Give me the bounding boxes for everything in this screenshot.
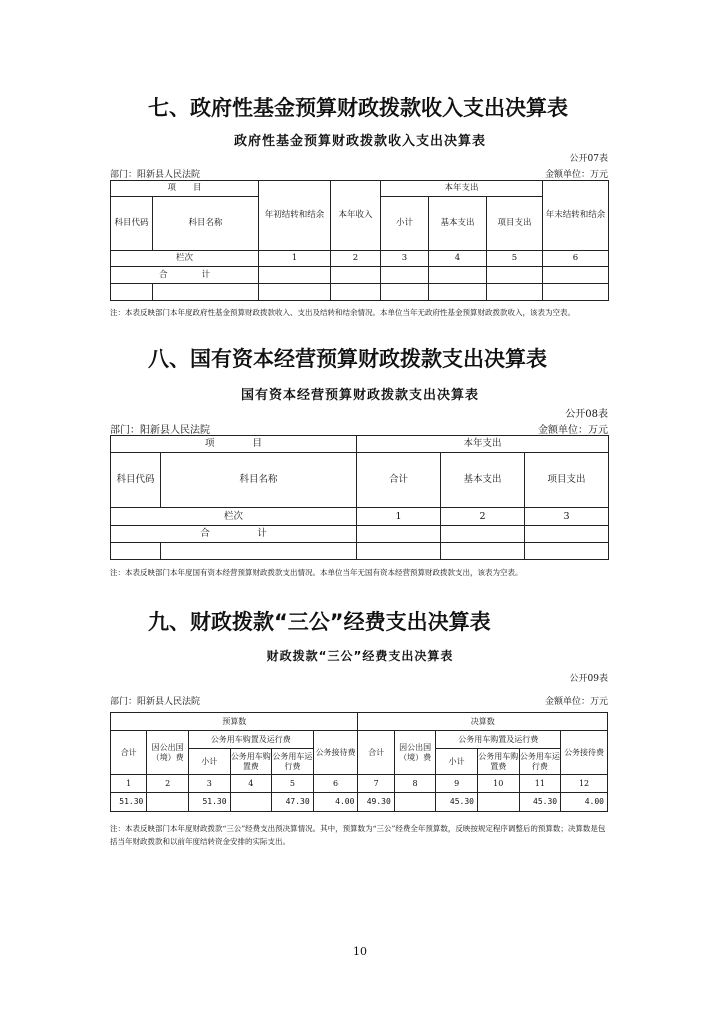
table-9-dept: 部门：阳新县人民法院 — [110, 697, 201, 707]
table-7 — [110, 180, 609, 301]
hdr-code: 科目代码 — [111, 197, 153, 251]
col-num: 3 — [188, 775, 230, 793]
table-7-code: 公开07表 — [569, 154, 608, 164]
hdr-abroad: 因公出国（境）费 — [147, 731, 189, 775]
col-num: 7 — [358, 775, 394, 793]
table-8-title: 国有资本经营预算财政拨款支出决算表 — [240, 388, 479, 403]
table-7-note: 注：本表反映部门本年度政府性基金预算财政拨款收入、支出及结转和结余情况。本单位当年无政府性基金预算财政拨款收入，该表为空表。 — [110, 308, 575, 317]
table-cell — [357, 543, 441, 560]
col-num: 6 — [313, 775, 358, 793]
value-budget-car-subtotal: 51.30 — [188, 793, 230, 812]
hdr-car-run: 公务用车运行费 — [519, 749, 561, 775]
hdr-car: 公务用车购置及运行费 — [436, 731, 561, 749]
table-cell — [487, 284, 543, 301]
hdr-subtotal: 小计 — [188, 749, 230, 775]
table-7-dept: 部门：阳新县人民法院 — [110, 170, 201, 180]
table-9-title: 财政拨款“三公”经费支出决算表 — [266, 649, 454, 663]
section-8-heading: 八、国有资本经营预算财政拨款支出决算表 — [148, 347, 547, 371]
table-cell — [331, 267, 381, 284]
hdr-expense: 本年支出 — [381, 181, 543, 197]
value-budget-car-buy — [230, 793, 272, 812]
table-cell — [525, 543, 609, 560]
col-num: 5 — [487, 251, 543, 267]
value-budget-car-run: 47.30 — [272, 793, 314, 812]
section-9-heading: 九、财政拨款“三公”经费支出决算表 — [148, 610, 491, 634]
table-8-dept: 部门：阳新县人民法院 — [110, 425, 210, 436]
table-8-code: 公开08表 — [565, 409, 608, 420]
value-actual-car-buy — [477, 793, 519, 812]
table-cell — [429, 267, 487, 284]
hdr-car-buy: 公务用车购置费 — [230, 749, 272, 775]
hdr-car-run: 公务用车运行费 — [272, 749, 314, 775]
total-label: 合 计 — [111, 526, 357, 543]
table-cell — [331, 284, 381, 301]
col-num: 6 — [543, 251, 609, 267]
table-8-note: 注：本表反映部门本年度国有资本经营预算财政拨款支出情况。本单位当年无国有资本经营预算财政拨款支出，该表为空表。 — [110, 568, 523, 577]
hdr-code: 科目代码 — [111, 453, 161, 508]
col-label: 栏次 — [111, 251, 259, 267]
col-num: 10 — [477, 775, 519, 793]
hdr-car-buy: 公务用车购置费 — [477, 749, 519, 775]
value-actual-abroad — [394, 793, 436, 812]
hdr-reception: 公务接待费 — [561, 731, 608, 775]
table-9-note: 注：本表反映部门本年度财政拨款“三公”经费支出预决算情况。其中，预算数为“三公”经费全年预算数，反映按规定程序调整后的预算数；决算数是包括当年财政拨款和以前年度结转资金安排的实际支出。 — [110, 824, 606, 846]
section-7-heading: 七、政府性基金预算财政拨款收入支出决算表 — [148, 96, 568, 120]
value-actual-reception: 4.00 — [561, 793, 608, 812]
table-cell — [111, 543, 161, 560]
hdr-name: 科目名称 — [153, 197, 259, 251]
col-num: 8 — [394, 775, 436, 793]
col-num: 4 — [429, 251, 487, 267]
hdr-expense: 本年支出 — [357, 436, 609, 453]
col-num: 4 — [230, 775, 272, 793]
hdr-name: 科目名称 — [161, 453, 357, 508]
hdr-project: 项目支出 — [487, 197, 543, 251]
hdr-total: 合计 — [358, 731, 394, 775]
hdr-reception: 公务接待费 — [313, 731, 358, 775]
table-8 — [110, 435, 609, 560]
table-cell — [381, 267, 429, 284]
hdr-subtotal: 小计 — [436, 749, 478, 775]
value-budget-reception: 4.00 — [313, 793, 358, 812]
table-cell — [161, 543, 357, 560]
hdr-project: 项目支出 — [525, 453, 609, 508]
table-cell — [543, 284, 609, 301]
col-num: 3 — [381, 251, 429, 267]
table-cell — [111, 284, 153, 301]
hdr-basic: 基本支出 — [429, 197, 487, 251]
hdr-subtotal: 小计 — [381, 197, 429, 251]
hdr-item: 项 目 — [111, 181, 259, 197]
value-budget-abroad — [147, 793, 189, 812]
col-num: 11 — [519, 775, 561, 793]
col-num: 1 — [357, 508, 441, 526]
table-cell — [381, 284, 429, 301]
table-cell — [429, 284, 487, 301]
table-cell — [259, 284, 331, 301]
table-7-unit: 金额单位：万元 — [544, 170, 608, 180]
table-9-code: 公开09表 — [569, 674, 608, 684]
table-cell — [441, 543, 525, 560]
hdr-basic: 基本支出 — [441, 453, 525, 508]
total-label: 合 计 — [111, 267, 259, 284]
col-label: 栏次 — [111, 508, 357, 526]
col-num: 2 — [147, 775, 189, 793]
col-num: 3 — [525, 508, 609, 526]
table-cell — [441, 526, 525, 543]
col-num: 1 — [111, 775, 147, 793]
hdr-carry-begin: 年初结转和结余 — [259, 181, 331, 251]
table-cell — [525, 526, 609, 543]
table-cell — [543, 267, 609, 284]
hdr-car: 公务用车购置及运行费 — [188, 731, 313, 749]
value-actual-total: 49.30 — [358, 793, 394, 812]
table-cell — [357, 526, 441, 543]
value-budget-total: 51.30 — [111, 793, 147, 812]
col-num: 5 — [272, 775, 314, 793]
col-num: 9 — [436, 775, 478, 793]
table-9 — [110, 712, 608, 812]
table-cell — [259, 267, 331, 284]
hdr-abroad: 因公出国（境）费 — [394, 731, 436, 775]
hdr-item: 项 目 — [111, 436, 357, 453]
col-num: 2 — [441, 508, 525, 526]
hdr-total: 合计 — [111, 731, 147, 775]
table-9-unit: 金额单位：万元 — [544, 697, 608, 707]
col-num: 12 — [561, 775, 608, 793]
hdr-total: 合计 — [357, 453, 441, 508]
hdr-income: 本年收入 — [331, 181, 381, 251]
hdr-actual: 决算数 — [358, 713, 608, 731]
hdr-carry-end: 年末结转和结余 — [543, 181, 609, 251]
table-7-title: 政府性基金预算财政拨款收入支出决算表 — [233, 134, 486, 149]
page-number: 10 — [353, 945, 367, 958]
table-8-unit: 金额单位：万元 — [538, 425, 608, 436]
value-actual-car-run: 45.30 — [519, 793, 561, 812]
col-num: 1 — [259, 251, 331, 267]
hdr-budget: 预算数 — [111, 713, 358, 731]
col-num: 2 — [331, 251, 381, 267]
table-cell — [153, 284, 259, 301]
value-actual-car-subtotal: 45.30 — [436, 793, 478, 812]
table-cell — [487, 267, 543, 284]
